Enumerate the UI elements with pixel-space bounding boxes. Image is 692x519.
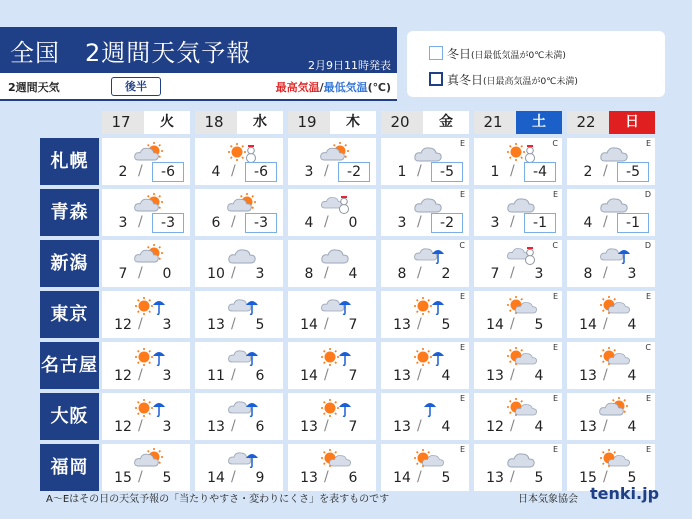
forecast-cell bbox=[195, 189, 283, 236]
weekday-label: 火 bbox=[144, 111, 190, 134]
min-temp: 5 bbox=[534, 470, 544, 486]
max-temp: 13 bbox=[207, 317, 225, 333]
temp-separator: / bbox=[417, 163, 422, 179]
forecast-cell bbox=[474, 393, 562, 440]
temp-separator: / bbox=[510, 214, 515, 230]
min-temp: 6 bbox=[255, 368, 265, 384]
min-temp: 3 bbox=[162, 317, 172, 333]
forecast-cell bbox=[288, 342, 376, 389]
forecast-cell bbox=[474, 240, 562, 287]
city-label: 札幌 bbox=[40, 138, 99, 185]
forecast-cell bbox=[567, 393, 655, 440]
legend-separator: / bbox=[319, 81, 324, 94]
temp-separator: / bbox=[603, 316, 608, 332]
forecast-cell bbox=[381, 444, 469, 491]
max-temp: 4 bbox=[211, 164, 221, 180]
temp-separator: / bbox=[324, 265, 329, 281]
max-temp: 12 bbox=[114, 368, 132, 384]
page-title: 全国 2週間天気予報 bbox=[10, 39, 252, 67]
temp-separator: / bbox=[324, 214, 329, 230]
forecast-cell bbox=[195, 393, 283, 440]
reliability-grade: E bbox=[645, 139, 651, 148]
min-temp: -1 bbox=[617, 213, 649, 233]
min-temp: 4 bbox=[441, 368, 451, 384]
temp-separator: / bbox=[510, 418, 515, 434]
forecast-cell bbox=[288, 189, 376, 236]
cloud-rain-icon bbox=[599, 243, 631, 265]
min-temp: 5 bbox=[162, 470, 172, 486]
sun-cloud-icon bbox=[599, 447, 631, 469]
day-number: 22 bbox=[576, 113, 596, 131]
forecast-cell bbox=[567, 240, 655, 287]
forecast-cell bbox=[474, 444, 562, 491]
min-temp: -6 bbox=[152, 162, 184, 182]
fuyu-swatch bbox=[429, 46, 443, 60]
cloud-sun-icon bbox=[227, 192, 259, 214]
temp-separator: / bbox=[510, 316, 515, 332]
cloud-rain-icon bbox=[227, 447, 259, 469]
forecast-cell bbox=[381, 138, 469, 185]
reliability-grade: E bbox=[459, 394, 465, 403]
cloud-sun-icon bbox=[320, 141, 352, 163]
min-temp: -1 bbox=[524, 213, 556, 233]
min-temp: 5 bbox=[627, 470, 637, 486]
temp-separator: / bbox=[324, 469, 329, 485]
issued-time: 2月9日11時発表 bbox=[308, 59, 391, 72]
max-temp: 2 bbox=[118, 164, 128, 180]
temp-separator: / bbox=[231, 214, 236, 230]
temp-separator: / bbox=[510, 367, 515, 383]
sun-cloud-icon bbox=[413, 447, 445, 469]
reliability-grade: E bbox=[459, 445, 465, 454]
sun-snow-icon bbox=[227, 141, 259, 163]
forecast-cell bbox=[195, 240, 283, 287]
temp-separator: / bbox=[324, 163, 329, 179]
city-label: 東京 bbox=[40, 291, 99, 338]
temp-separator: / bbox=[138, 418, 143, 434]
max-temp: 13 bbox=[579, 419, 597, 435]
sun-cloud-icon bbox=[599, 294, 631, 316]
max-temp: 3 bbox=[397, 215, 407, 231]
min-temp: 4 bbox=[441, 419, 451, 435]
min-temp: -2 bbox=[431, 213, 463, 233]
footer-note: A～Eはその日の天気予報の「当たりやすさ・変わりにくさ」を表すものです bbox=[46, 494, 390, 505]
mafuyu-label: 真冬日 bbox=[447, 73, 484, 87]
reliability-grade: E bbox=[552, 445, 558, 454]
date-header-17 bbox=[102, 111, 190, 134]
forecast-cell bbox=[474, 342, 562, 389]
reliability-grade: E bbox=[552, 190, 558, 199]
min-temp: 3 bbox=[534, 266, 544, 282]
temp-separator: / bbox=[603, 367, 608, 383]
temp-separator: / bbox=[231, 367, 236, 383]
max-temp: 14 bbox=[300, 317, 318, 333]
min-temp: 4 bbox=[534, 419, 544, 435]
forecast-cell bbox=[102, 444, 190, 491]
reliability-grade: E bbox=[552, 292, 558, 301]
forecast-cell bbox=[381, 342, 469, 389]
temp-separator: / bbox=[324, 367, 329, 383]
sun-snow-icon bbox=[506, 141, 538, 163]
legend-mafuyu bbox=[447, 71, 578, 88]
max-temp: 12 bbox=[114, 317, 132, 333]
max-temp: 13 bbox=[486, 470, 504, 486]
cloud-rain-icon bbox=[227, 345, 259, 367]
day-number: 17 bbox=[111, 113, 131, 131]
date-header-20 bbox=[381, 111, 469, 134]
reliability-grade: E bbox=[459, 139, 465, 148]
date-header-22 bbox=[567, 111, 655, 134]
min-temp: -3 bbox=[152, 213, 184, 233]
temp-separator: / bbox=[510, 163, 515, 179]
temp-separator: / bbox=[510, 469, 515, 485]
day-number: 18 bbox=[204, 113, 224, 131]
reliability-grade: E bbox=[459, 190, 465, 199]
max-temp: 1 bbox=[397, 164, 407, 180]
max-temp: 10 bbox=[207, 266, 225, 282]
max-temp: 6 bbox=[211, 215, 221, 231]
temp-separator: / bbox=[324, 418, 329, 434]
max-temp: 13 bbox=[393, 317, 411, 333]
max-temp: 14 bbox=[207, 470, 225, 486]
reliability-grade: E bbox=[645, 394, 651, 403]
city-label: 青森 bbox=[40, 189, 99, 236]
cloud-sun-icon bbox=[134, 447, 166, 469]
forecast-cell bbox=[195, 291, 283, 338]
cloud-icon bbox=[413, 192, 445, 214]
min-temp: 2 bbox=[441, 266, 451, 282]
reliability-grade: C bbox=[552, 241, 558, 250]
cloud-icon bbox=[599, 141, 631, 163]
min-temp: 0 bbox=[348, 215, 358, 231]
min-temp: 4 bbox=[627, 419, 637, 435]
max-temp: 7 bbox=[118, 266, 128, 282]
forecast-cell bbox=[381, 393, 469, 440]
forecast-cell bbox=[288, 240, 376, 287]
temp-separator: / bbox=[138, 469, 143, 485]
weekday-label: 日 bbox=[609, 111, 655, 134]
temp-separator: / bbox=[231, 469, 236, 485]
min-temp: 3 bbox=[255, 266, 265, 282]
temp-separator: / bbox=[231, 316, 236, 332]
cloud-sun-icon bbox=[134, 243, 166, 265]
forecast-cell bbox=[288, 291, 376, 338]
city-label: 新潟 bbox=[40, 240, 99, 287]
max-temp: 3 bbox=[490, 215, 500, 231]
max-temp: 8 bbox=[583, 266, 593, 282]
forecast-cell bbox=[381, 189, 469, 236]
forecast-type-label: 2週間天気 bbox=[8, 81, 60, 94]
min-temp: 5 bbox=[441, 470, 451, 486]
min-temp: 3 bbox=[627, 266, 637, 282]
temp-separator: / bbox=[231, 265, 236, 281]
cloud-rain-icon bbox=[413, 243, 445, 265]
temp-separator: / bbox=[417, 469, 422, 485]
min-temp: 7 bbox=[348, 368, 358, 384]
weekday-label: 水 bbox=[237, 111, 283, 134]
forecast-cell bbox=[381, 291, 469, 338]
max-temp: 8 bbox=[397, 266, 407, 282]
cloud-rain-icon bbox=[320, 294, 352, 316]
cloud-icon bbox=[506, 447, 538, 469]
forecast-cell bbox=[381, 240, 469, 287]
max-temp: 13 bbox=[207, 419, 225, 435]
max-temp: 13 bbox=[486, 368, 504, 384]
min-temp: -5 bbox=[617, 162, 649, 182]
min-temp: -5 bbox=[431, 162, 463, 182]
min-temp: -4 bbox=[524, 162, 556, 182]
forecast-cell bbox=[567, 342, 655, 389]
forecast-cell bbox=[288, 138, 376, 185]
cloud-sun-icon bbox=[134, 141, 166, 163]
forecast-cell bbox=[567, 189, 655, 236]
cloud-sun-icon bbox=[599, 396, 631, 418]
reliability-grade: E bbox=[645, 292, 651, 301]
min-temp: 3 bbox=[162, 368, 172, 384]
rain-icon bbox=[413, 396, 445, 418]
max-temp-label: 最高気温 bbox=[275, 81, 320, 94]
forecast-cell bbox=[102, 189, 190, 236]
cloud-rain-icon bbox=[227, 396, 259, 418]
max-temp: 14 bbox=[300, 368, 318, 384]
max-temp: 13 bbox=[579, 368, 597, 384]
day-number: 20 bbox=[390, 113, 410, 131]
min-temp: 9 bbox=[255, 470, 265, 486]
sun-rain-icon bbox=[134, 396, 166, 418]
temp-separator: / bbox=[231, 418, 236, 434]
min-temp-label: 最低気温 bbox=[323, 81, 368, 94]
sun-rain-icon bbox=[320, 345, 352, 367]
max-temp: 3 bbox=[118, 215, 128, 231]
temp-separator: / bbox=[603, 163, 608, 179]
temp-separator: / bbox=[417, 367, 422, 383]
forecast-cell bbox=[567, 291, 655, 338]
min-temp: 5 bbox=[255, 317, 265, 333]
max-temp: 13 bbox=[393, 419, 411, 435]
max-temp: 15 bbox=[114, 470, 132, 486]
sun-cloud-icon bbox=[506, 396, 538, 418]
legend-box bbox=[407, 31, 665, 97]
fuyu-note: (日最低気温が0℃未満) bbox=[471, 51, 566, 61]
min-temp: 5 bbox=[441, 317, 451, 333]
cloud-icon bbox=[227, 243, 259, 265]
unit-label: (℃) bbox=[367, 81, 391, 94]
reliability-grade: E bbox=[645, 445, 651, 454]
max-temp: 14 bbox=[486, 317, 504, 333]
fuyu-label: 冬日 bbox=[447, 47, 472, 61]
max-temp: 4 bbox=[583, 215, 593, 231]
date-header-18 bbox=[195, 111, 283, 134]
min-temp: 4 bbox=[627, 368, 637, 384]
mafuyu-swatch bbox=[429, 72, 443, 86]
forecast-cell bbox=[102, 393, 190, 440]
min-temp: 6 bbox=[255, 419, 265, 435]
reliability-grade: C bbox=[459, 241, 465, 250]
date-header-21 bbox=[474, 111, 562, 134]
temp-separator: / bbox=[231, 163, 236, 179]
max-temp: 15 bbox=[579, 470, 597, 486]
sun-cloud-icon bbox=[320, 447, 352, 469]
min-temp: 4 bbox=[627, 317, 637, 333]
max-temp: 8 bbox=[304, 266, 314, 282]
sun-rain-icon bbox=[413, 345, 445, 367]
sun-rain-icon bbox=[134, 294, 166, 316]
forecast-cell bbox=[102, 342, 190, 389]
max-temp: 3 bbox=[304, 164, 314, 180]
legend-fuyu bbox=[447, 45, 566, 62]
weekday-label: 土 bbox=[516, 111, 562, 134]
cloud-rain-icon bbox=[227, 294, 259, 316]
max-temp: 11 bbox=[207, 368, 225, 384]
max-temp: 13 bbox=[300, 419, 318, 435]
reliability-grade: E bbox=[459, 292, 465, 301]
sub-header bbox=[0, 73, 397, 101]
temp-separator: / bbox=[603, 265, 608, 281]
temp-separator: / bbox=[603, 469, 608, 485]
temp-separator: / bbox=[138, 265, 143, 281]
city-label: 名古屋 bbox=[40, 342, 99, 389]
min-temp: 6 bbox=[348, 470, 358, 486]
cloud-sun-icon bbox=[134, 192, 166, 214]
forecast-cell bbox=[567, 138, 655, 185]
sun-rain-icon bbox=[320, 396, 352, 418]
forecast-cell bbox=[102, 138, 190, 185]
max-temp: 13 bbox=[300, 470, 318, 486]
tenki-logo: tenki.jp bbox=[590, 484, 660, 503]
city-label: 大阪 bbox=[40, 393, 99, 440]
reliability-grade: D bbox=[644, 241, 651, 250]
reliability-grade: C bbox=[645, 343, 651, 352]
min-temp: 3 bbox=[162, 419, 172, 435]
association-name: 日本気象協会 bbox=[518, 494, 578, 505]
max-temp: 13 bbox=[393, 368, 411, 384]
weekday-label: 金 bbox=[423, 111, 469, 134]
temp-separator: / bbox=[324, 316, 329, 332]
min-temp: -6 bbox=[245, 162, 277, 182]
sun-rain-icon bbox=[134, 345, 166, 367]
min-temp: 4 bbox=[348, 266, 358, 282]
reliability-grade: E bbox=[552, 394, 558, 403]
day-number: 21 bbox=[483, 113, 503, 131]
temp-separator: / bbox=[138, 163, 143, 179]
forecast-cell bbox=[288, 393, 376, 440]
sun-cloud-icon bbox=[599, 345, 631, 367]
temp-separator: / bbox=[510, 265, 515, 281]
forecast-cell bbox=[474, 138, 562, 185]
cloud-icon bbox=[413, 141, 445, 163]
max-temp: 14 bbox=[393, 470, 411, 486]
day-number: 19 bbox=[297, 113, 317, 131]
cloud-snow-icon bbox=[320, 192, 352, 214]
cloud-icon bbox=[599, 192, 631, 214]
max-temp: 7 bbox=[490, 266, 500, 282]
page-header bbox=[0, 27, 397, 73]
forecast-cell bbox=[195, 342, 283, 389]
min-temp: 5 bbox=[534, 317, 544, 333]
min-temp: 0 bbox=[162, 266, 172, 282]
weekday-label: 木 bbox=[330, 111, 376, 134]
min-temp: 4 bbox=[534, 368, 544, 384]
reliability-grade: D bbox=[644, 190, 651, 199]
reliability-grade: E bbox=[552, 343, 558, 352]
min-temp: 7 bbox=[348, 317, 358, 333]
forecast-cell bbox=[195, 444, 283, 491]
city-label: 福岡 bbox=[40, 444, 99, 491]
max-temp: 2 bbox=[583, 164, 593, 180]
temp-separator: / bbox=[603, 418, 608, 434]
max-temp: 14 bbox=[579, 317, 597, 333]
min-temp: 7 bbox=[348, 419, 358, 435]
temp-separator: / bbox=[417, 214, 422, 230]
max-temp: 1 bbox=[490, 164, 500, 180]
temperature-legend bbox=[276, 79, 391, 95]
forecast-cell bbox=[102, 291, 190, 338]
date-header-row bbox=[102, 111, 657, 134]
temp-separator: / bbox=[138, 316, 143, 332]
sun-rain-icon bbox=[413, 294, 445, 316]
period-badge: 後半 bbox=[111, 77, 161, 96]
cloud-icon bbox=[506, 192, 538, 214]
temp-separator: / bbox=[417, 265, 422, 281]
temp-separator: / bbox=[417, 418, 422, 434]
reliability-grade: C bbox=[552, 139, 558, 148]
forecast-cell bbox=[195, 138, 283, 185]
temp-separator: / bbox=[138, 214, 143, 230]
cloud-snow-icon bbox=[506, 243, 538, 265]
temp-separator: / bbox=[138, 367, 143, 383]
forecast-cell bbox=[102, 240, 190, 287]
cloud-icon bbox=[320, 243, 352, 265]
forecast-cell bbox=[474, 291, 562, 338]
mafuyu-note: (日最高気温が0℃未満) bbox=[483, 77, 578, 87]
temp-separator: / bbox=[417, 316, 422, 332]
max-temp: 12 bbox=[486, 419, 504, 435]
min-temp: -3 bbox=[245, 213, 277, 233]
date-header-19 bbox=[288, 111, 376, 134]
forecast-cell bbox=[474, 189, 562, 236]
max-temp: 4 bbox=[304, 215, 314, 231]
forecast-cell bbox=[288, 444, 376, 491]
max-temp: 12 bbox=[114, 419, 132, 435]
reliability-grade: E bbox=[459, 343, 465, 352]
sun-cloud-icon bbox=[506, 294, 538, 316]
temp-separator: / bbox=[603, 214, 608, 230]
min-temp: -2 bbox=[338, 162, 370, 182]
sun-cloud-icon bbox=[506, 345, 538, 367]
